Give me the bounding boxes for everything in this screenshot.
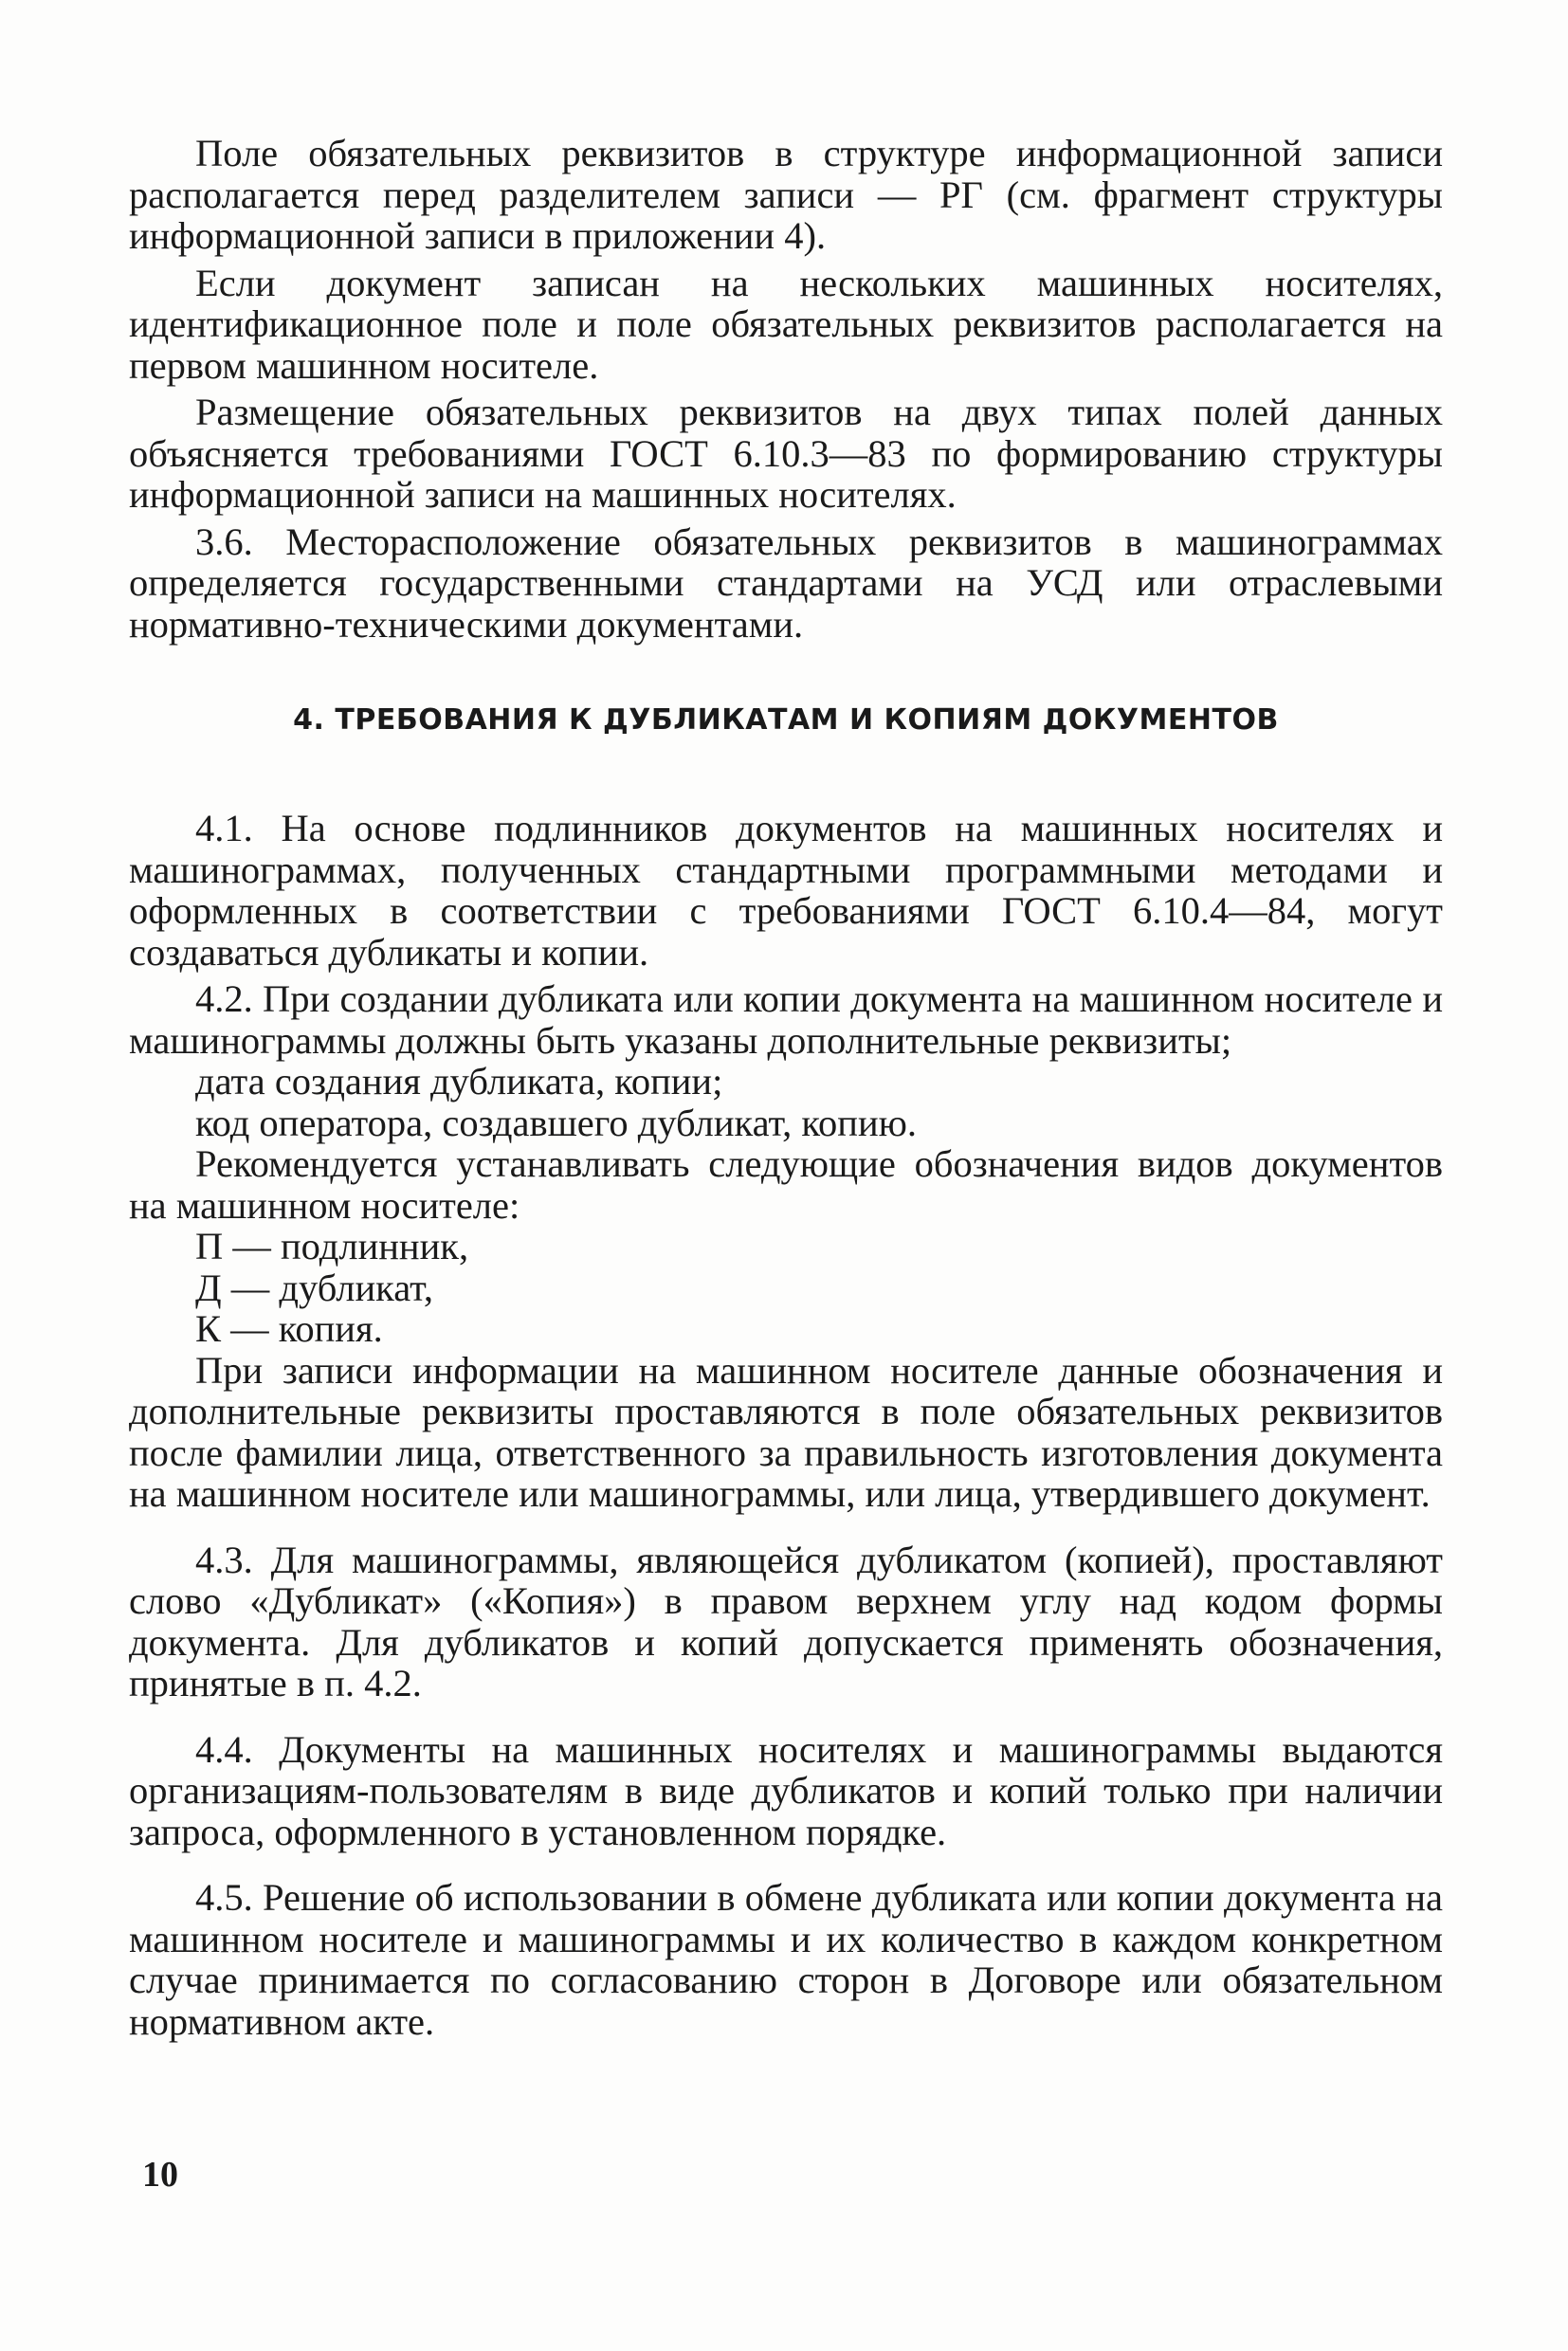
paragraph-field-placement: Поле обязательных реквизитов в структуре информационной записи располагается перед разделителем записи — РГ (см. фрагмент структуры информационной записи в приложении 4). (129, 132, 1443, 257)
paragraph-4-4: 4.4. Документы на машинных носителях и машинограммы выдаются организациям-пользователям в виде дубликатов и копий только при наличии запроса, оформленного в установленном порядке. (129, 1727, 1443, 1853)
paragraph-multiple-media: Если документ записан на нескольких машинных носителях, идентификационное поле и поле обязательных реквизитов располагается на первом машинном носителе. (129, 261, 1443, 387)
section-text-block (129, 808, 1443, 2042)
paragraph-two-field-types: Размещение обязательных реквизитов на двух типах полей данных объясняется требованиями ГОСТ 6.10.3—83 по формированию структуры информационной записи на машинных носителях. (129, 391, 1443, 516)
paragraph-4-2: 4.2. При создании дубликата или копии документа на машинном носителе и машинограммы должны быть указаны дополнительные реквизиты; (129, 977, 1443, 1062)
code-duplicate: Д — дубликат, (195, 1266, 433, 1309)
paragraph-recording-rules: При записи информации на машинном носителе данные обозначения и дополнительные реквизиты проставляются в поле обязательных реквизитов после фамилии лица, ответственного за правильность изготовления документа на машинном носителе или машинограммы, или лица, утвердившего документ. (129, 1348, 1443, 1515)
page-number: 10 (142, 2155, 178, 2195)
section-heading: 4. ТРЕБОВАНИЯ К ДУБЛИКАТАМ И КОПИЯМ ДОКУМЕНТОВ (293, 703, 1279, 737)
paragraph-recommendation: Рекомендуется устанавливать следующие обозначения видов документов на машинном носителе: (129, 1142, 1443, 1227)
paragraph-4-5: 4.5. Решение об использовании в обмене дубликата или копии документа на машинном носителе и машинограммы и их количество в каждом конкретном случае принимается по согласованию сторон в Договоре или обязательном нормативном акте. (129, 1876, 1443, 2043)
top-text-block (129, 133, 1443, 645)
paragraph-3-6: 3.6. Месторасположение обязательных реквизитов в машинограммах определяется государственными стандартами на УСД или отраслевыми нормативно-техническими документами. (129, 519, 1443, 646)
code-copy: К — копия. (195, 1307, 383, 1350)
code-original: П — подлинник, (195, 1225, 469, 1267)
list-item-creation-date: дата создания дубликата, копии; (195, 1060, 723, 1103)
list-item-operator-code: код оператора, создавшего дубликат, копию. (195, 1101, 918, 1144)
paragraph-4-3: 4.3. Для машинограммы, являющейся дубликатом (копией), проставляют слово «Дубликат» («Копия») в правом верхнем углу над кодом формы документа. Для дубликатов и копий допускается применять обозначения, принятые в п. 4.2. (129, 1538, 1443, 1704)
paragraph-4-1: 4.1. На основе подлинников документов на машинных носителях и машинограммах, полученных стандартными программными методами и оформленных в соответствии с требованиями ГОСТ 6.10.4—84, могут создаваться дубликаты и копии. (129, 807, 1443, 974)
